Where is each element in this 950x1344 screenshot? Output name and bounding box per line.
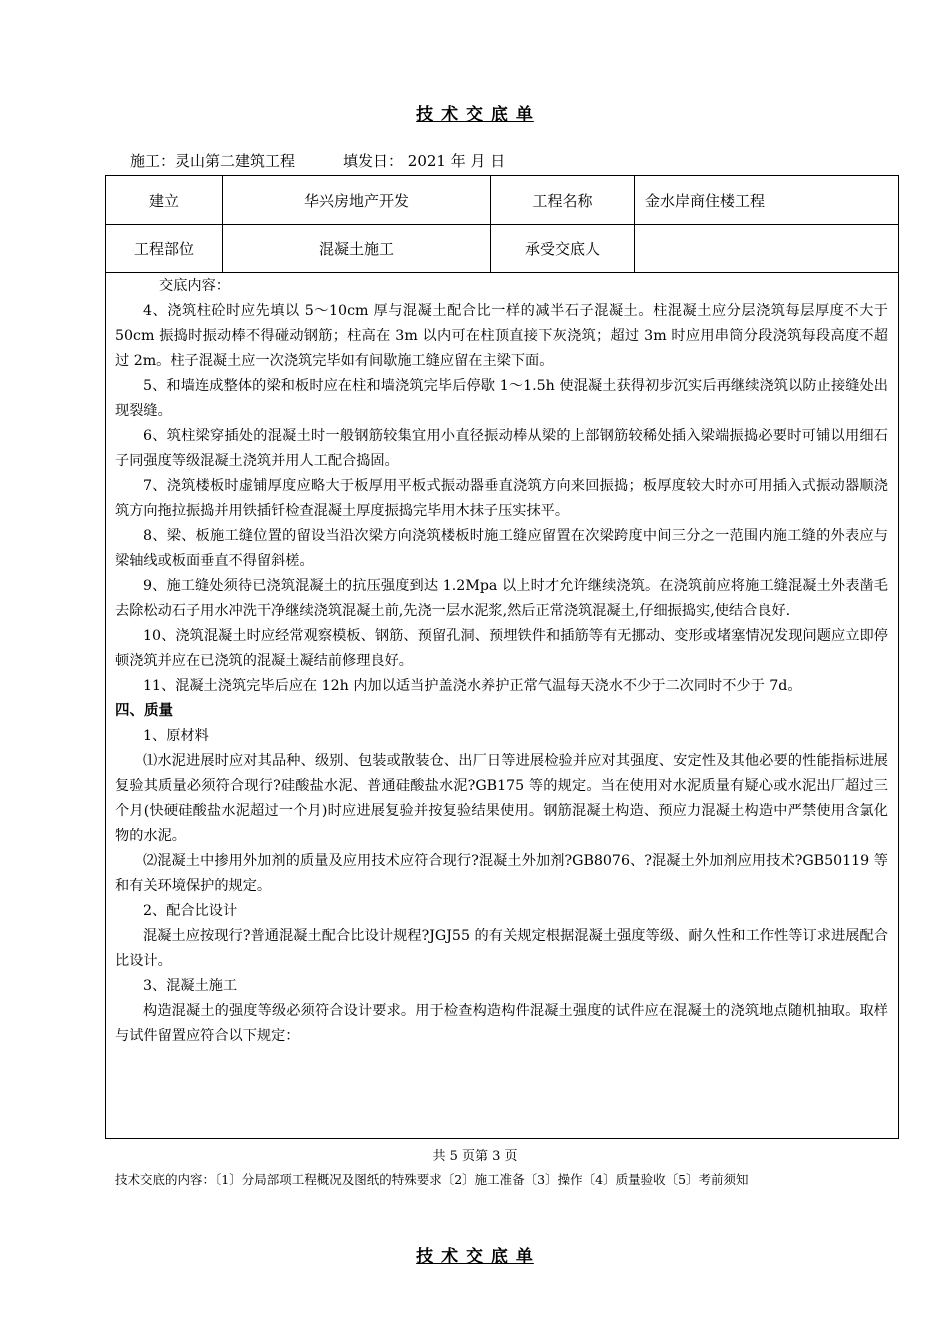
label-recipient: 承受交底人 [491,224,635,272]
value-supervisor: 华兴房地产开发 [223,176,491,224]
paragraph-10: 10、浇筑混凝土时应经常观察模板、钢筋、预留孔洞、预埋铁件和插筋等有无挪动、变形或堵塞情况发现问题应立即停顿浇筑并应在已浇筑的混凝土凝结前修理良好。 [115,628,888,669]
table-row [106,176,898,225]
disclosure-table [105,175,899,1139]
page-number: 共 5 页第 3 页 [432,1149,518,1164]
document-title: 技 术 交 底 单 [416,105,534,125]
table-row [106,224,898,273]
issue-date: 填发日： 2021 年 月 日 [343,152,506,170]
paragraph-admixture: ⑵混凝土中掺用外加剂的质量及应用技术应符合现行?混凝土外加剂?GB8076、?混凝土外加剂应用技术?GB50119 等和有关环境保护的规定。 [115,853,888,894]
paragraph-cement: ⑴水泥进展时应对其品种、级别、包装或散装仓、出厂日等进展检验并应对其强度、安定性及其他必要的性能指标进展复验其质量必须符合现行?硅酸盐水泥、普通硅酸盐水泥?GB175 等的规定。当在使用对水泥质量有疑心或水泥出厂超过三个月(快硬硅酸盐水泥超过一个月)时应进展复验并按复验结果使用。钢筋混凝土构造、预应力混凝土构造中严禁使用含氯化物的水泥。 [115,753,888,844]
paragraph-concrete-construction: 构造混凝土的强度等级必须符合设计要求。用于检查构造构件混凝土强度的试件应在混凝土的浇筑地点随机抽取。取样与试件留置应符合以下规定： [115,1003,888,1044]
subheading-concrete-construction: 3、混凝土施工 [143,978,238,994]
meta-line [130,150,505,171]
footnote: 技术交底的内容：〔1〕分局部项工程概况及图纸的特殊要求〔2〕施工准备〔3〕操作〔4〕质量验收〔5〕考前须知 [115,1172,749,1187]
paragraph-11: 11、混凝土浇筑完毕后应在 12h 内加以适当护盖浇水养护正常气温每天浇水不少于二次同时不少于 7d。 [143,678,802,694]
subheading-mix-design: 2、配合比设计 [143,903,238,919]
value-project-name: 金水岸商住楼工程 [645,191,766,210]
label-project-name: 工程名称 [491,176,635,224]
next-page-title: 技 术 交 底 单 [416,1247,534,1267]
paragraph-4: 4、浇筑柱砼时应先填以 5～10cm 厚与混凝土配合比一样的减半石子混凝土。柱混凝土应分层浇筑每层厚度不大于 50cm 振捣时振动棒不得碰动钢筋；柱高在 3m 以内可在柱顶直接下灰浇筑；超过 3m 时应用串筒分段浇筑每段高度不超过 2m。柱子混凝土应一次浇筑完毕如有间歇施工缝应留在主梁下面。 [115,303,888,369]
label-supervisor: 建立 [106,176,223,224]
construction-unit: 施工：灵山第二建筑工程 [130,152,296,170]
paragraph-7: 7、浇筑楼板时虚铺厚度应略大于板厚用平板式振动器垂直浇筑方向来回振捣；板厚度较大时亦可用插入式振动器顺浇筑方向拖拉振捣并用铁插钎检查混凝土厚度振捣完毕用木抹子压实抹平。 [115,478,888,519]
paragraph-mix-design: 混凝土应按现行?普通混凝土配合比设计规程?JGJ55 的有关规定根据混凝土强度等级、耐久性和工作性等订求进展配合比设计。 [115,928,888,969]
section-heading-quality: 四、质量 [115,703,173,719]
paragraph-9: 9、施工缝处须待已浇筑混凝土的抗压强度到达 1.2Mpa 以上时才允许继续浇筑。在浇筑前应将施工缝混凝土外表凿毛去除松动石子用水冲洗干净继续浇筑混凝土前,先浇一层水泥浆,然后正常浇筑混凝土,仔细振捣实,使结合良好. [115,578,888,619]
subheading-raw-materials: 1、原材料 [143,728,209,744]
value-project-part: 混凝土施工 [223,224,491,272]
label-project-part: 工程部位 [106,224,223,272]
paragraph-8: 8、梁、板施工缝位置的留设当沿次梁方向浇筑楼板时施工缝应留置在次梁跨度中间三分之一范围内施工缝的外表应与梁轴线或板面垂直不得留斜槎。 [115,528,888,569]
value-recipient [635,224,898,272]
paragraph-5: 5、和墙连成整体的梁和板时应在柱和墙浇筑完毕后停歇 1～1.5h 使混凝土获得初步沉实后再继续浇筑以防止接缝处出现裂缝。 [115,378,888,419]
paragraph-6: 6、筑柱梁穿插处的混凝土时一般钢筋较集宜用小直径振动棒从梁的上部钢筋较稀处插入梁端振捣必要时可铺以用细石子同强度等级混凝土浇筑并用人工配合捣固。 [115,428,888,469]
content-intro: 交底内容： [159,278,230,294]
disclosure-content [106,274,898,1049]
